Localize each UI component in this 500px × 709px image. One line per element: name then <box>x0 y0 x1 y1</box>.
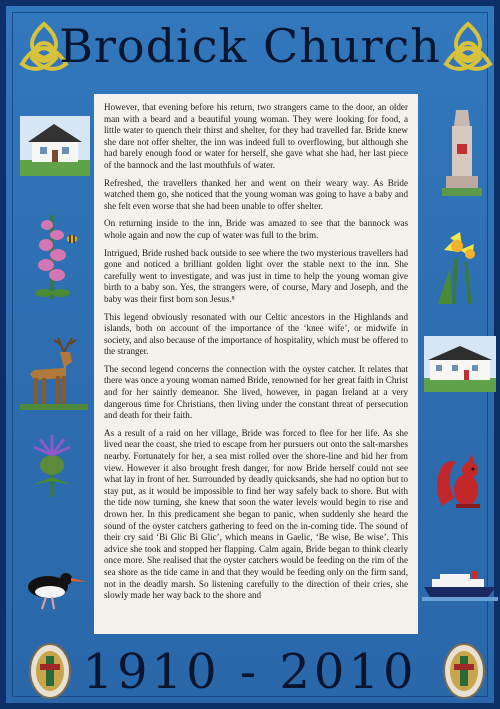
oystercatcher-embroidery <box>18 561 90 611</box>
page-title: Brodick Church <box>59 19 441 73</box>
paragraph: Intrigued, Bride rushed back outside to see where the two mysterious travellers had gone and noticed a brilliant golden light over the stable next to the inn. She carefully went to investigate, and was just in time to help the young woman give birth to a baby son. Yes, the strangers were, of course, Mary and Joseph, and the baby was their first born son Jesus.⁸ <box>104 247 408 304</box>
paragraph: On returning inside to the inn, Bride was amazed to see that the bannock was whole again and now the cup of water was full to the brim. <box>104 218 408 240</box>
cottage-embroidery <box>20 116 90 176</box>
story-text-panel <box>94 94 418 634</box>
thistle-embroidery <box>24 431 80 499</box>
paragraph: As a result of a raid on her village, Bride was forced to flee for her life. As she lived near the coast, she tried to escape from her pursuers out onto the salt-marshes nearby. Fortunately for her, a sea mist rolled over the shore-line and hid her from view. However it also brought fresh danger, for now Bride herself could not see what lay in front of her. Surrounded by deadly quicksands, she had no option but to stay put, as it would be impossible to find her way safely back to shore. But with the tide now turning, she knew that soon the water levels would begin to rise and drown her. In this predicament she began to panic, when suddenly she heard the sound of the oyster catchers gathering to feed on the in-coming tide. The sound of their cry said ‘Bi Glic Bi Glic’, which means in Gaelic, ‘Be wise, Be wise’. This advice she took and stopped her flapping. Calm again, Bride began to think clearly once more. She realised that the oyster catchers would be feeding on the rim of the sea shore as the tide came in and that they would be feeding only on the firm sand, not in the deadly marsh. So listening carefully to the direction of their cries, she slowly made her way back to the shore and <box>104 427 408 601</box>
ferry-embroidery <box>422 571 498 601</box>
paragraph: The second legend concerns the connection with the oyster catcher. It relates that there was once a young woman named Bride, renowned for her great faith in Christ and for her saintly demeanor. She lived, however, in pagan Ireland at a very dangerous time for Christians, then living under the constant threat of persecution and death for their faith. <box>104 363 408 421</box>
paragraph: However, that evening before his return, two strangers came to the door, an older man with a beard and a beautiful young woman. They were looking for food, a little water to quench their thirst and shelter, for they had travelled far. Bride knew she dare not offer shelter, the inn was indeed full to overflowing, but although she had barely enough food or water for herself, she gave what she had, her last piece of the bannock and the last mouthfuls of water. <box>104 102 408 170</box>
stag-embroidery <box>20 334 88 410</box>
paragraph: This legend obviously resonated with our Celtic ancestors in the Highlands and islands, both on account of the importance of the ‘knee wife’, or midwife in society, and also because of the importance of hospitality, which must be offered to the stranger. <box>104 311 408 357</box>
bee-embroidery <box>66 234 78 244</box>
foxglove-embroidery <box>34 211 70 301</box>
paragraph: Refreshed, the travellers thanked her and went on their weary way. As Bride watched them go, she noticed that the young woman was going to have a baby and she felt even worse that she had been unable to offer shelter. <box>104 177 408 211</box>
anniversary-years: 1910 - 2010 <box>82 644 418 700</box>
red-squirrel-embroidery <box>432 446 488 516</box>
farmhouse-embroidery <box>424 336 496 392</box>
daffodil-embroidery <box>430 228 486 304</box>
memorial-embroidery <box>442 106 482 196</box>
